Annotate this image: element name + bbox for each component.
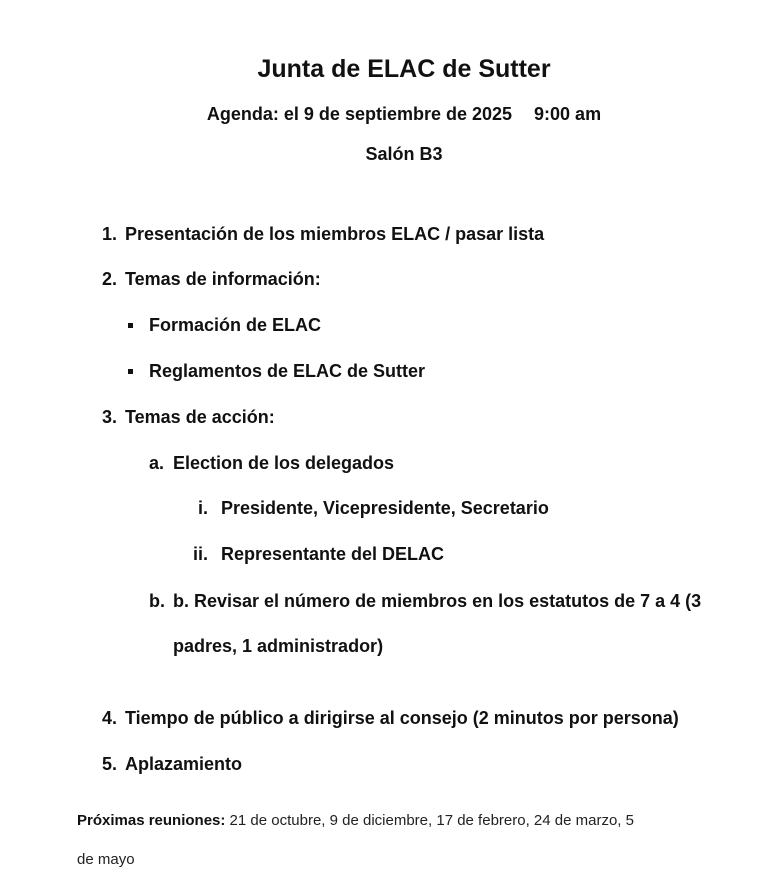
- item-text: Representante del DELAC: [221, 544, 445, 564]
- next-meetings-continuation: de mayo: [77, 851, 135, 868]
- agenda-item-1: [0, 223, 770, 245]
- action-item-b: [0, 590, 770, 612]
- item-text: Election de los delegados: [173, 453, 395, 473]
- item-text: Temas de acción:: [125, 407, 275, 427]
- meeting-room: Salón B3: [365, 144, 443, 164]
- info-bullet-1: [0, 314, 770, 336]
- next-meetings-label: Próximas reuniones:: [77, 812, 226, 829]
- item-text: b. Revisar el número de miembros en los estatutos de 7 a 4 (3: [173, 591, 702, 611]
- document-title: Junta de ELAC de Sutter: [257, 55, 551, 83]
- item-number: 2.: [102, 269, 118, 289]
- next-meetings-dates: 21 de octubre, 9 de diciembre, 17 de febrero, 24 de marzo, 5: [225, 812, 634, 829]
- square-bullet-icon: [128, 369, 133, 374]
- next-meetings-line: [77, 811, 634, 831]
- agenda-item-2: [0, 268, 770, 290]
- agenda-item-5: [0, 753, 770, 775]
- item-text: Temas de información:: [125, 269, 321, 289]
- square-bullet-icon: [128, 323, 133, 328]
- item-number: 1.: [102, 224, 118, 244]
- action-subitem-i: [0, 497, 770, 519]
- agenda-date-line: [0, 103, 770, 125]
- item-number: 4.: [102, 708, 118, 728]
- agenda-item-4: [0, 707, 770, 729]
- action-item-a: [0, 452, 770, 474]
- action-item-b-continuation: padres, 1 administrador): [173, 636, 384, 656]
- item-text: Presidente, Vicepresidente, Secretario: [221, 498, 549, 518]
- item-number: 3.: [102, 407, 118, 427]
- item-roman: ii.: [193, 544, 209, 564]
- agenda-date: Agenda: el 9 de septiembre de 2025: [206, 104, 513, 124]
- agenda-time: 9:00 am: [534, 104, 602, 124]
- agenda-item-3: [0, 406, 770, 428]
- item-letter: b.: [149, 591, 165, 611]
- bullet-text: Reglamentos de ELAC de Sutter: [149, 361, 426, 381]
- item-letter: a.: [149, 453, 165, 473]
- info-bullet-2: [0, 360, 770, 382]
- item-text: Presentación de los miembros ELAC / pasar lista: [125, 224, 545, 244]
- item-roman: i.: [198, 498, 209, 518]
- item-text: Aplazamiento: [125, 754, 243, 774]
- bullet-text: Formación de ELAC: [149, 315, 322, 335]
- item-text: Tiempo de público a dirigirse al consejo (2 minutos por persona): [125, 708, 679, 728]
- action-subitem-ii: [0, 543, 770, 565]
- item-number: 5.: [102, 754, 118, 774]
